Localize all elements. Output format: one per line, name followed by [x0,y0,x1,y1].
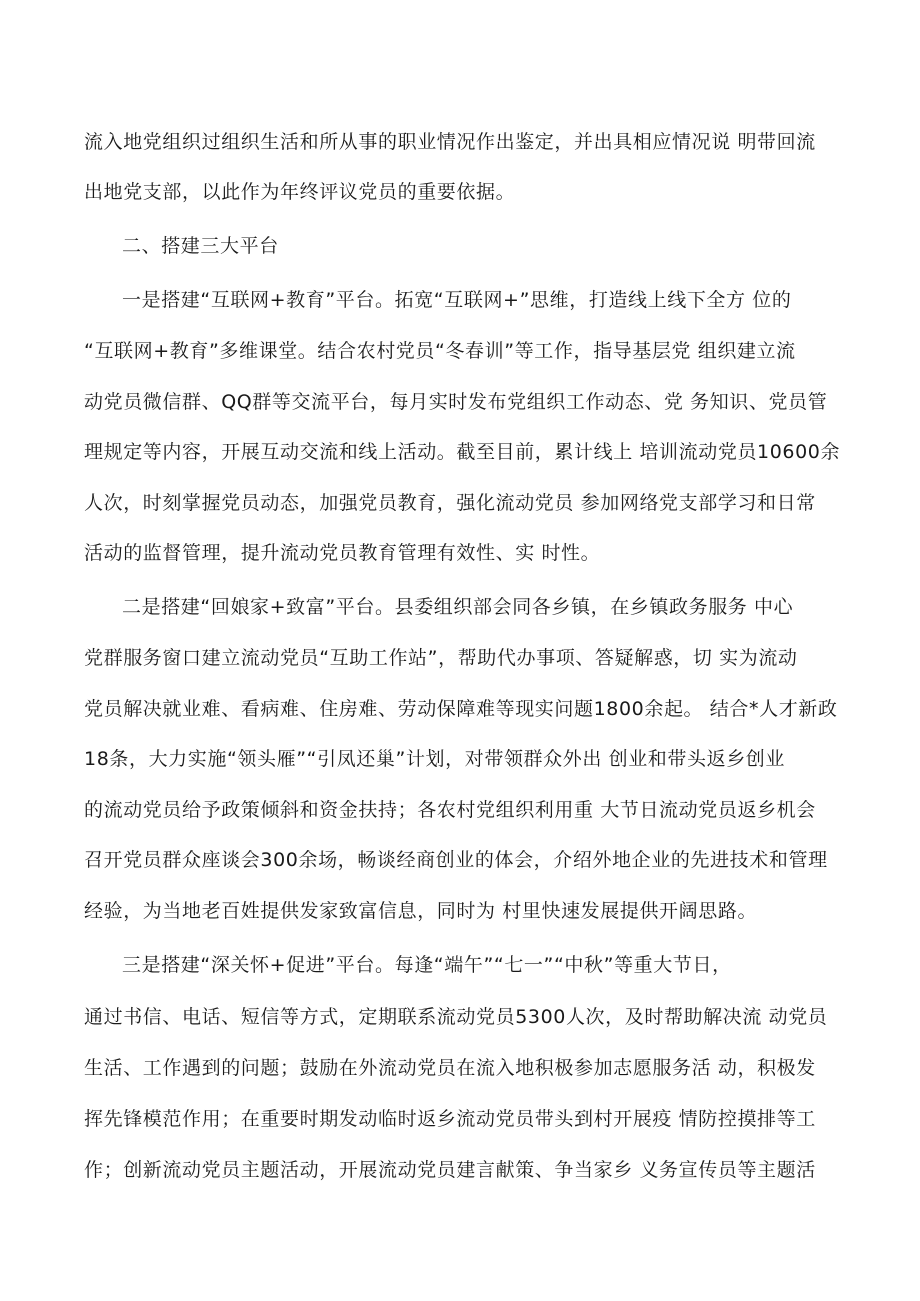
paragraph-line: 二是搭建“回娘家+致富”平台。县委组织部会同各乡镇，在乡镇政务服务 中心 [122,596,794,618]
paragraph-line: 通过书信、电话、短信等方式，定期联系流动党员5300人次，及时帮助解决流 动党员 [84,1006,828,1028]
paragraph-line: 三是搭建“深关怀+促进”平台。每逢“端午”“七一”“中秋”等重大节日， [122,954,732,976]
paragraph-line: 动党员微信群、QQ群等交流平台，每月实时发布党组织工作动态、党 务知识、党员管 [84,391,828,413]
paragraph-line: 党群服务窗口建立流动党员“互助工作站”，帮助代办事项、答疑解惑，切 实为流动 [84,647,798,669]
paragraph-line: 活动的监督管理，提升流动党员教育管理有效性、实 时性。 [84,542,601,564]
paragraph-line: 18条，大力实施“领头雁”“引凤还巢”计划，对带领群众外出 创业和带头返乡创业 [84,748,785,770]
paragraph-line: 召开党员群众座谈会300余场，畅谈经商创业的体会，介绍外地企业的先进技术和管理 [84,849,828,871]
section-heading: 二、搭建三大平台 [122,235,279,257]
paragraph-line: 生活、工作遇到的问题；鼓励在外流动党员在流入地积极参加志愿服务活 动，积极发 [84,1057,816,1079]
paragraph-line: 一是搭建“互联网+教育”平台。拓宽“互联网+”思维，打造线上线下全方 位的 [122,289,792,311]
paragraph-line: 出地党支部，以此作为年终评议党员的重要依据。 [84,181,516,203]
paragraph-line: 作；创新流动党员主题活动，开展流动党员建言献策、争当家乡 义务宣传员等主题活 [84,1159,816,1181]
paragraph-line: 人次，时刻掌握党员动态，加强党员教育，强化流动党员 参加网络党支部学习和日常 [84,492,816,514]
paragraph-line: 流入地党组织过组织生活和所从事的职业情况作出鉴定，并出具相应情况说 明带回流 [84,131,816,153]
paragraph-line: 的流动党员给予政策倾斜和资金扶持；各农村党组织利用重 大节日流动党员返乡机会 [84,799,816,821]
paragraph-line: 理规定等内容，开展互动交流和线上活动。截至目前，累计线上 培训流动党员10600余 [84,441,841,463]
paragraph-line: 党员解决就业难、看病难、住房难、劳动保障难等现实问题1800余起。 结合*人才新政 [84,698,838,720]
paragraph-line: 挥先锋模范作用；在重要时期发动临时返乡流动党员带头到村开展疫 情防控摸排等工 [84,1108,816,1130]
paragraph-line: 经验，为当地老百姓提供发家致富信息，同时为 村里快速发展提供开阔思路。 [84,900,758,922]
paragraph-line: “互联网+教育”多维课堂。结合农村党员“冬春训”等工作，指导基层党 组织建立流 [84,340,796,362]
